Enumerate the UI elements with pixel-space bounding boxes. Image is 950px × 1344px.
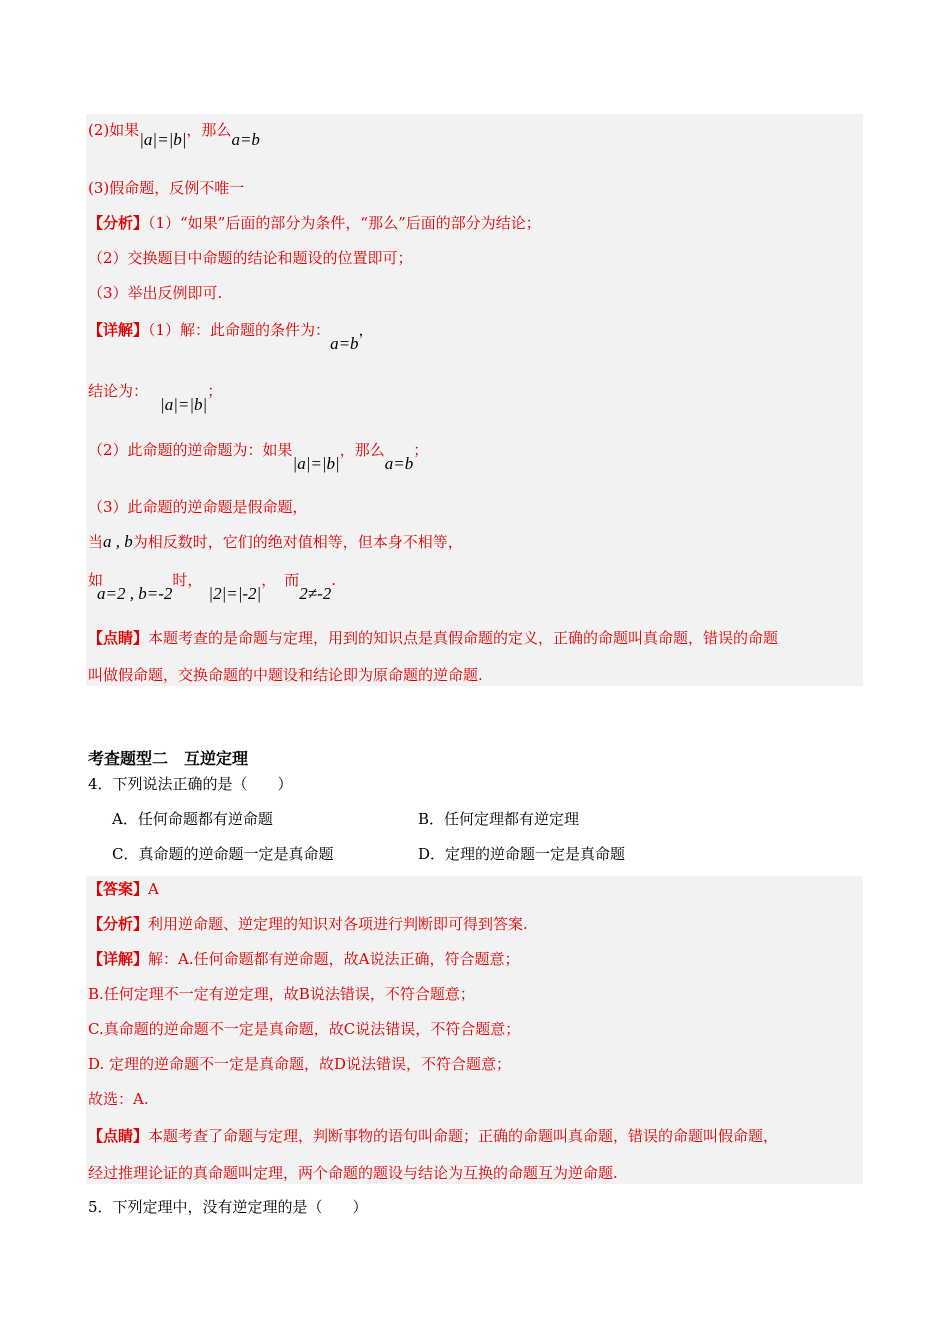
comment-line: [88, 628, 778, 648]
abs-equation: |a|=|b|: [139, 130, 187, 149]
line-2-statement: [88, 120, 260, 149]
option-b: B．任何定理都有逆定理: [418, 810, 580, 828]
example-line: [88, 570, 337, 603]
equation: a=b: [231, 130, 260, 149]
comment-tag: 【点睛】: [88, 629, 149, 647]
section-title: 考查题型二 互逆定理: [88, 749, 249, 768]
q4-detail-line: [88, 949, 519, 969]
detail-tag: 【详解】: [88, 950, 149, 968]
q4-detail-line-4: D. 定理的逆命题不一定是真命题，故D说法错误，不符合题意；: [88, 1055, 512, 1073]
question-4-stem: 4．下列说法正确的是（ ）: [88, 775, 293, 793]
text: 而: [284, 571, 300, 589]
answer-tag: 【答案】: [88, 880, 149, 898]
question-5-stem: 5．下列定理中，没有逆定理的是（ ）: [88, 1198, 368, 1216]
text: ，那么: [339, 441, 385, 459]
analysis-line-3: （3）举出反例即可.: [88, 284, 223, 302]
abs-equation: |a|=|b|: [160, 395, 208, 414]
q4-comment-line-2: 经过推理论证的真命题叫定理，两个命题的题设与结论为互换的命题互为逆命题.: [88, 1164, 618, 1182]
comment-text: 本题考查了命题与定理，判断事物的语句叫命题；正确的命题叫真命题，错误的命题叫假命题，: [148, 1127, 779, 1145]
answer-value: A: [148, 880, 159, 898]
comment-line-2: 叫做假命题，交换命题的中题设和结论即为原命题的逆命题.: [88, 666, 483, 684]
text: ；: [207, 382, 223, 400]
analysis-line-2: （2）交换题目中命题的结论和题设的位置即可；: [88, 249, 413, 267]
equation: a=b: [330, 334, 359, 353]
text: ，那么: [186, 121, 232, 139]
abs-equation: |2|=|-2|: [208, 584, 262, 603]
abs-equation: |a|=|b|: [292, 454, 340, 473]
line-3-statement: (3)假命题，反例不唯一: [88, 179, 245, 197]
text: （2）此命题的逆命题为：如果: [88, 441, 293, 459]
false-line: （3）此命题的逆命题是假命题，: [88, 498, 308, 516]
analysis-line: [88, 213, 541, 233]
analysis-tag: 【分析】: [88, 214, 149, 232]
q4-detail-line-5: 故选：A.: [88, 1090, 149, 1108]
detail-text: 解：A.任何命题都有逆命题，故A说法正确，符合题意；: [148, 950, 520, 968]
comment-tag: 【点睛】: [88, 1127, 149, 1145]
text: (2)如果: [88, 121, 140, 139]
q4-analysis-line: [88, 914, 528, 934]
text: 当: [88, 533, 104, 551]
detail-tag: 【详解】: [88, 321, 149, 339]
comment-text: 本题考查的是命题与定理，用到的知识点是真假命题的定义，正确的命题叫真命题，错误的命题: [148, 629, 779, 647]
analysis-tag: 【分析】: [88, 915, 149, 933]
detail-line: [88, 320, 374, 353]
option-d: D．定理的逆命题一定是真命题: [418, 845, 626, 863]
q4-comment-line: [88, 1126, 778, 1146]
inverse-line: [88, 440, 429, 473]
text: .: [331, 571, 337, 589]
q4-detail-line-2: B.任何定理不一定有逆定理，故B说法错误，不符合题意；: [88, 985, 475, 1003]
answer-line: [88, 879, 159, 899]
option-c: C．真命题的逆命题一定是真命题: [112, 845, 334, 863]
inequality: 2≠-2: [299, 584, 332, 603]
text: ；: [413, 441, 429, 459]
variables: a , b: [103, 532, 133, 551]
analysis-text: （1）“如果”后面的部分为条件，“那么”后面的部分为结论；: [148, 214, 541, 232]
analysis-text: 利用逆命题、逆定理的知识对各项进行判断即可得到答案.: [148, 915, 528, 933]
q4-detail-line-3: C.真命题的逆命题不一定是真命题，故C说法错误，不符合题意；: [88, 1020, 521, 1038]
option-a: A．任何命题都有逆命题: [112, 810, 273, 828]
when-line: [88, 532, 463, 552]
text: 时，: [172, 571, 203, 589]
text: ，: [358, 321, 374, 339]
text: 结论为：: [88, 382, 149, 400]
text: 为相反数时，它们的绝对值相等，但本身不相等，: [132, 533, 463, 551]
detail-text: （1）解：此命题的条件为：: [148, 321, 331, 339]
text: 如: [88, 571, 104, 589]
text: ，: [261, 571, 277, 589]
equation: a=b: [384, 454, 414, 473]
conclusion-line: [88, 381, 223, 414]
equation: a=2 , b=-2: [97, 584, 173, 603]
